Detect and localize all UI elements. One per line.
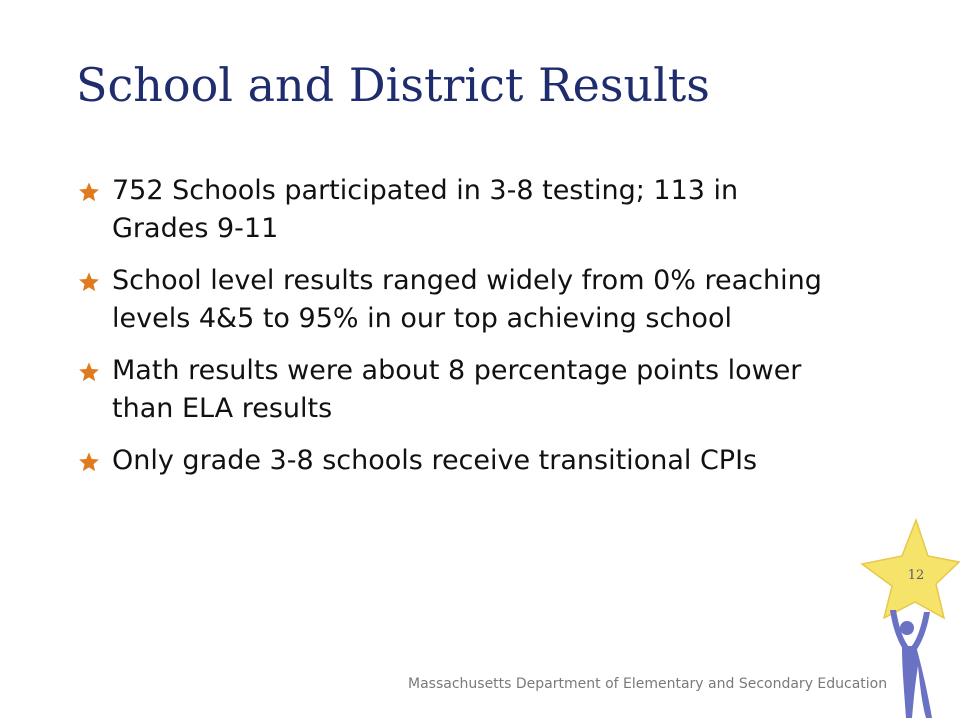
star-icon xyxy=(78,361,100,383)
star-icon xyxy=(78,451,100,473)
bullet-text: School level results ranged widely from 0% reaching levels 4&5 to 95% in our top achieving school xyxy=(112,265,822,334)
bullet-item xyxy=(78,262,838,338)
figure-holding-star-logo xyxy=(858,518,960,720)
logo-figure-body xyxy=(902,646,932,718)
star-icon xyxy=(78,181,100,203)
bullet-list xyxy=(78,172,838,494)
bullet-item xyxy=(78,172,838,248)
footer-text: Massachusetts Department of Elementary and Secondary Education xyxy=(408,676,888,692)
page-number: 12 xyxy=(907,568,925,583)
bullet-item xyxy=(78,352,838,428)
star-icon xyxy=(78,271,100,293)
bullet-text: Only grade 3-8 schools receive transitional CPIs xyxy=(112,445,758,476)
bullet-text: 752 Schools participated in 3-8 testing; 113 in Grades 9-11 xyxy=(112,175,739,244)
bullet-item xyxy=(78,442,838,480)
logo-figure-head xyxy=(900,621,914,635)
bullet-text: Math results were about 8 percentage points lower than ELA results xyxy=(112,355,802,424)
slide-title: School and District Results xyxy=(76,58,710,112)
